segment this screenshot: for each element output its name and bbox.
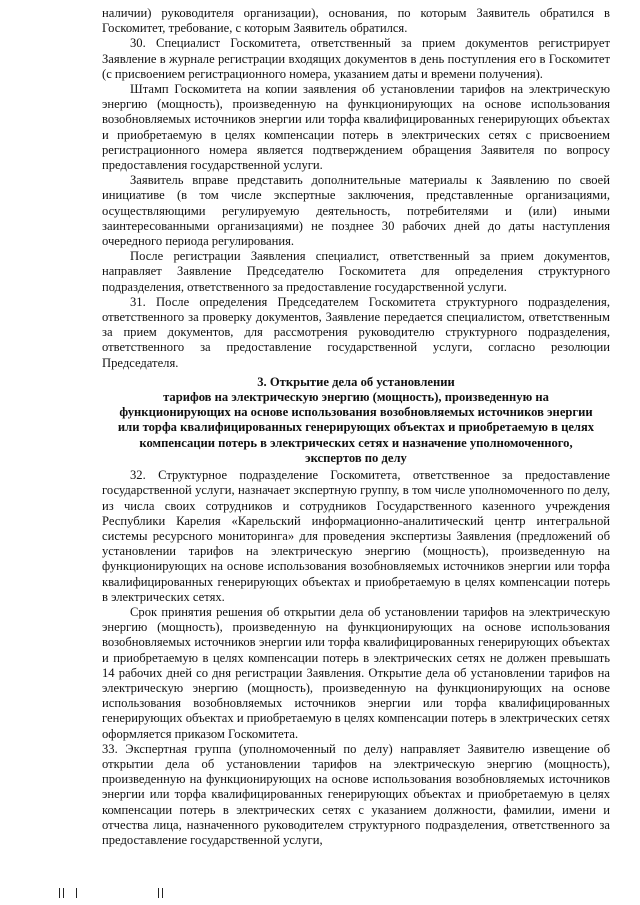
scan-mark <box>158 888 159 898</box>
paragraph: После регистрации Заявления специалист, ответственный за прием документов, направляет Заявление Председателю Госкомитета для определения структурного подразделения, ответственного за предоставление государственной услуги. <box>102 249 610 294</box>
heading-line: экспертов по делу <box>305 450 407 465</box>
heading-line: тарифов на электрическую энергию (мощность), произведенную на <box>163 390 549 405</box>
paragraphs-top <box>102 6 610 371</box>
paragraph: Срок принятия решения об открытии дела об установлении тарифов на электрическую энергию (мощность), произведенную на функционирующих на основе использования возобновляемых источников энергии или торфа квалифицированных генерирующих объектах и приобретаемую в целях компенсации потерь в электрических сетях не должен превышать 14 рабочих дней со дня регистрации Заявления. Открытие дела об установлении тарифов на электрическую энергию (мощность), произведенную на функционирующих на основе использования возобновляемых источников энергии или торфа квалифицированных генерирующих объектах и приобретаемую в целях компенсации потерь в электрических сетях оформляется приказом Госкомитета. <box>102 604 610 741</box>
paragraph: Заявитель вправе представить дополнительные материалы к Заявлению по своей инициативе (в том числе экспертные заключения, представленные организациями, осуществляющими регулируемую деятельность, потребителями и (или) иными заинтересованными организациями) не позднее 30 рабочих дней до даты наступления очередного периода регулирования. <box>102 173 610 249</box>
paragraph: Штамп Госкомитета на копии заявления об установлении тарифов на электрическую энергию (мощность), произведенную на функционирующих на основе использования возобновляемых источников энергии или торфа квалифицированных генерирующих объектах и приобретаемую в целях компенсации потерь в электрических сетях с присвоением регистрационного номера является подтверждением обращения Заявителя по вопросу предоставления государственной услуги. <box>102 82 610 173</box>
scan-mark <box>162 888 163 898</box>
document-page <box>102 6 610 848</box>
paragraph: 31. После определения Председателем Госкомитета структурного подразделения, ответственного за проверку документов, Заявление передается специалистом, ответственным за прием документов, для рассмотрения руководителю структурного подразделения, ответственного за предоставление государственной услуги, согласно резолюции Председателя. <box>102 294 610 370</box>
heading-line: 3. Открытие дела об установлении <box>257 374 455 389</box>
paragraph: 32. Структурное подразделение Госкомитета, ответственное за предоставление государственной услуги, назначает экспертную группу, в том числе уполномоченного по делу, из числа своих сотрудников и сотрудников Государственного казенного учреждения Республики Карелия «Карельский информационно-аналитический центр интегральной системы ресурсного мониторинга» для проведения экспертизы Заявления (предложений об установлении тарифов на электрическую энергию (мощность), произведенную на функционирующих на основе использования возобновляемых источников энергии или торфа квалифицированных генерирующих объектах и приобретаемую в целях компенсации потерь в электрических сетях. <box>102 468 610 604</box>
paragraph: 30. Специалист Госкомитета, ответственный за прием документов регистрирует Заявление в журнале регистрации входящих документов в день поступления его в Госкомитет (с присвоением регистрационного номера, указанием даты и времени получения). <box>102 36 610 81</box>
section-heading <box>102 375 610 466</box>
scan-mark <box>59 888 60 898</box>
heading-line: функционирующих на основе использования возобновляемых источников энергии <box>119 405 593 420</box>
paragraph: 33. Экспертная группа (уполномоченный по делу) направляет Заявителю извещение об открытии дела об установлении тарифов на электрическую энергию (мощность), произведенную на функционирующих на основе использования возобновляемых источников энергии или торфа квалифицированных генерирующих объектах и приобретаемую в целях компенсации потерь в электрических сетях с указанием должности, фамилии, имени и отчества лица, назначенного руководителем структурного подразделения, ответственного за предоставление государственной услуги, <box>102 741 610 847</box>
heading-line: компенсации потерь в электрических сетях и назначение уполномоченного, <box>139 435 573 450</box>
scan-mark <box>63 888 64 898</box>
heading-line: или торфа квалифицированных генерирующих объектах и приобретаемую в целях <box>117 420 595 435</box>
scan-marks <box>0 888 640 900</box>
scan-mark <box>76 888 77 898</box>
paragraphs-bottom <box>102 468 610 848</box>
paragraph: наличии) руководителя организации), основания, по которым Заявитель обратился в Госкомитет, требование, с которым Заявитель обратился. <box>102 6 610 36</box>
